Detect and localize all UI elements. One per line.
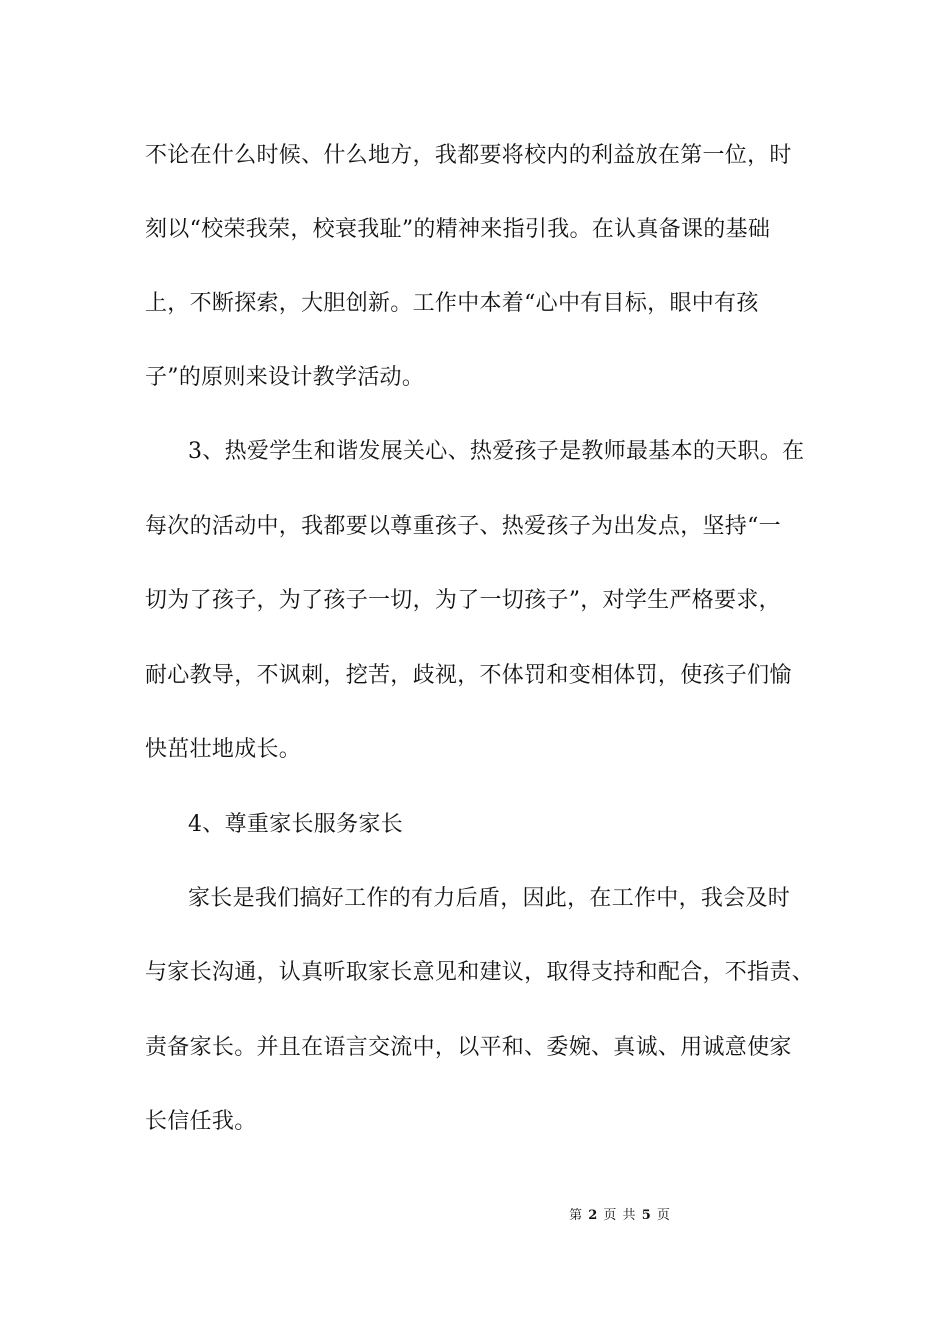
current-page-number: 2 bbox=[588, 1208, 599, 1223]
total-pages-number: 5 bbox=[641, 1208, 652, 1223]
paragraph-2-line-5: 快茁壮地成长。 bbox=[145, 737, 302, 762]
page-number-suffix: 页 bbox=[656, 1208, 671, 1223]
paragraph-2-line-3: 切为了孩子，为了孩子一切，为了一切孩子”，对学生严格要求， bbox=[145, 588, 781, 613]
paragraph-2-line-4: 耐心教导，不讽刺，挖苦，歧视，不体罚和变相体罚，使孩子们愉 bbox=[145, 663, 792, 688]
paragraph-1-line-1: 不论在什么时候、什么地方，我都要将校内的利益放在第一位，时 bbox=[145, 143, 792, 168]
paragraph-3-line-1: 4、尊重家长服务家长 bbox=[188, 812, 403, 837]
page-number-prefix: 第 bbox=[569, 1208, 584, 1223]
page-footer bbox=[0, 1207, 950, 1225]
page-number bbox=[569, 1207, 671, 1225]
paragraph-1-line-2: 刻以“校荣我荣，校衰我耻”的精神来指引我。在认真备课的基础 bbox=[145, 217, 771, 242]
paragraph-4-line-4: 长信任我。 bbox=[145, 1109, 257, 1134]
paragraph-2-line-2: 每次的活动中，我都要以尊重孩子、热爱孩子为出发点，坚持“一 bbox=[145, 514, 781, 539]
page-number-middle: 页 共 bbox=[603, 1208, 637, 1223]
paragraph-1-line-4: 子”的原则来设计教学活动。 bbox=[145, 365, 425, 390]
paragraph-1-line-3: 上，不断探索，大胆创新。工作中本着“心中有目标，眼中有孩 bbox=[145, 291, 759, 316]
paragraph-2-line-1: 3、热爱学生和谐发展关心、热爱孩子是教师最基本的天职。在 bbox=[188, 439, 805, 464]
paragraph-4-line-1: 家长是我们搞好工作的有力后盾，因此，在工作中，我会及时 bbox=[188, 886, 791, 911]
paragraph-4-line-3: 责备家长。并且在语言交流中，以平和、委婉、真诚、用诚意使家 bbox=[145, 1035, 792, 1060]
paragraph-4-line-2: 与家长沟通，认真听取家长意见和建议，取得支持和配合，不指责、 bbox=[145, 960, 815, 985]
